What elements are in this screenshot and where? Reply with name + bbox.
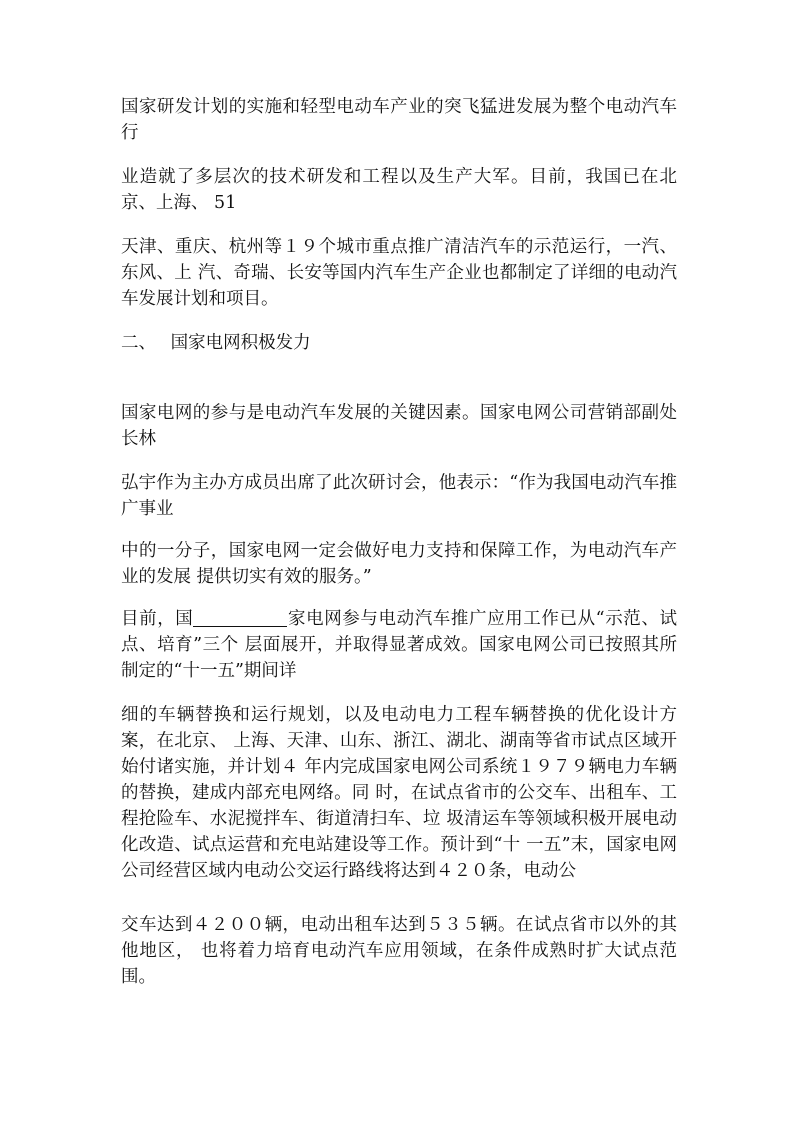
paragraph-6: 中的一分子，国家电网一定会做好电力支持和保障工作，为电动汽车产业的发展 提供切实有效的服务。”: [121, 541, 677, 587]
fill-in-blank: [193, 608, 287, 627]
section-heading: [121, 330, 311, 356]
paragraph-1: 国家研发计划的实施和轻型电动车产业的突飞猛进发展为整个电动汽车行: [121, 97, 677, 143]
section-title: 国家电网积极发力: [170, 333, 311, 353]
section-number: 二、: [121, 333, 156, 353]
paragraph-5: 弘宇作为主办方成员出席了此次研讨会，他表示：“作为我国电动汽车推广事业: [121, 473, 677, 519]
paragraph-7-start: 目前，国: [121, 609, 194, 629]
paragraph-3: 天津、重庆、杭州等１９个城市重点推广清洁汽车的示范运行，一汽、东风、上 汽、奇瑞、长安等国内汽车生产企业也都制定了详细的电动汽车发展计划和项目。: [121, 237, 677, 309]
paragraph-9: 交车达到４２００辆，电动出租车达到５３５辆。在试点省市以外的其他地区， 也将着力培育电动汽车应用领域，在条件成熟时扩大试点范围。: [121, 915, 677, 987]
paragraph-7-rest: 家电网参与电动汽车推广应用工作已从“示范、试点、培育”三个 层面展开，并取得显著成效。国家电网公司已按照其所制定的“十一五”期间详: [121, 609, 678, 681]
paragraph-4: 国家电网的参与是电动汽车发展的关键因素。国家电网公司营销部副处长林: [121, 403, 677, 449]
paragraph-8: 细的车辆替换和运行规划，以及电动电力工程车辆替换的优化设计方案，在北京、 上海、天津、山东、浙江、湖北、湖南等省市试点区域开始付诸实施，并计划４ 年内完成国家电网公司系统１９７９辆电力车辆的替换，建成内部充电网络。同 时，在试点省市的公交车、出租车、工程抢险车、水泥搅拌车、街道清扫车、垃 圾清运车等领域积极开展电动化改造、试点运营和充电站建设等工作。预计到“十 一五”末，国家电网公司经营区域内电动公交运行路线将达到４２０条，电动公: [121, 705, 677, 881]
paragraph-2: 业造就了多层次的技术研发和工程以及生产大军。目前，我国已在北京、上海、 51: [121, 167, 677, 213]
paragraph-7: [121, 606, 677, 684]
